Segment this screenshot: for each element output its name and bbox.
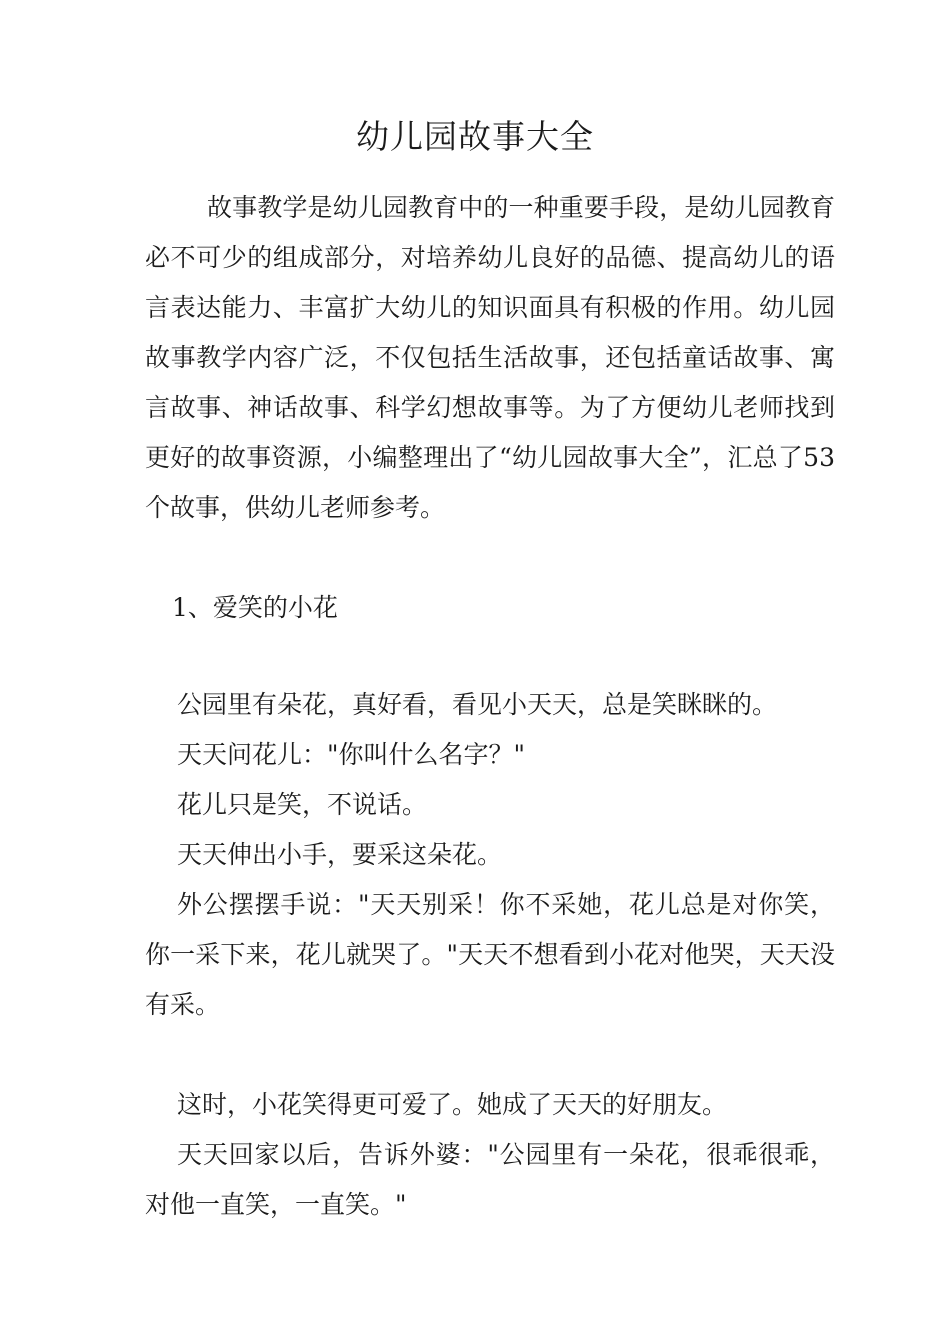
story-heading: 1、爱笑的小花 (172, 593, 338, 622)
intro-paragraph: 故事教学是幼儿园教育中的一种重要手段，是幼儿园教育必不可少的组成部分，对培养幼儿良好的品德、提高幼儿的语言表达能力、丰富扩大幼儿的知识面具有积极的作用。幼儿园故事教学内容广泛，不仅包括生活故事，还包括童话故事、寓言故事、神话故事、科学幻想故事等。为了方便幼儿老师找到更好的故事资源，小编整理出了“幼儿园故事大全”，汇总了53个故事，供幼儿老师参考。 (145, 193, 835, 522)
story-paragraph: 公园里有朵花，真好看，看见小天天，总是笑眯眯的。 (177, 690, 778, 719)
story-body-part-2 (145, 1080, 835, 1230)
story-body-part-1 (145, 680, 835, 1030)
story-paragraph: 外公摆摆手说："天天别采！你不采她，花儿总是对你笑，你一采下来，花儿就哭了。"天天不想看到小花对他哭，天天没有采。 (145, 890, 835, 1019)
document-title: 幼儿园故事大全 (356, 117, 594, 156)
story-paragraph: 花儿只是笑，不说话。 (177, 790, 428, 819)
story-paragraph: 天天伸出小手，要采这朵花。 (177, 840, 503, 869)
story-paragraph: 天天问花儿："你叫什么名字？" (177, 740, 525, 769)
story-paragraph: 天天回家以后，告诉外婆："公园里有一朵花，很乖很乖，对他一直笑，一直笑。" (145, 1140, 835, 1219)
story-paragraph: 这时，小花笑得更可爱了。她成了天天的好朋友。 (177, 1090, 728, 1119)
